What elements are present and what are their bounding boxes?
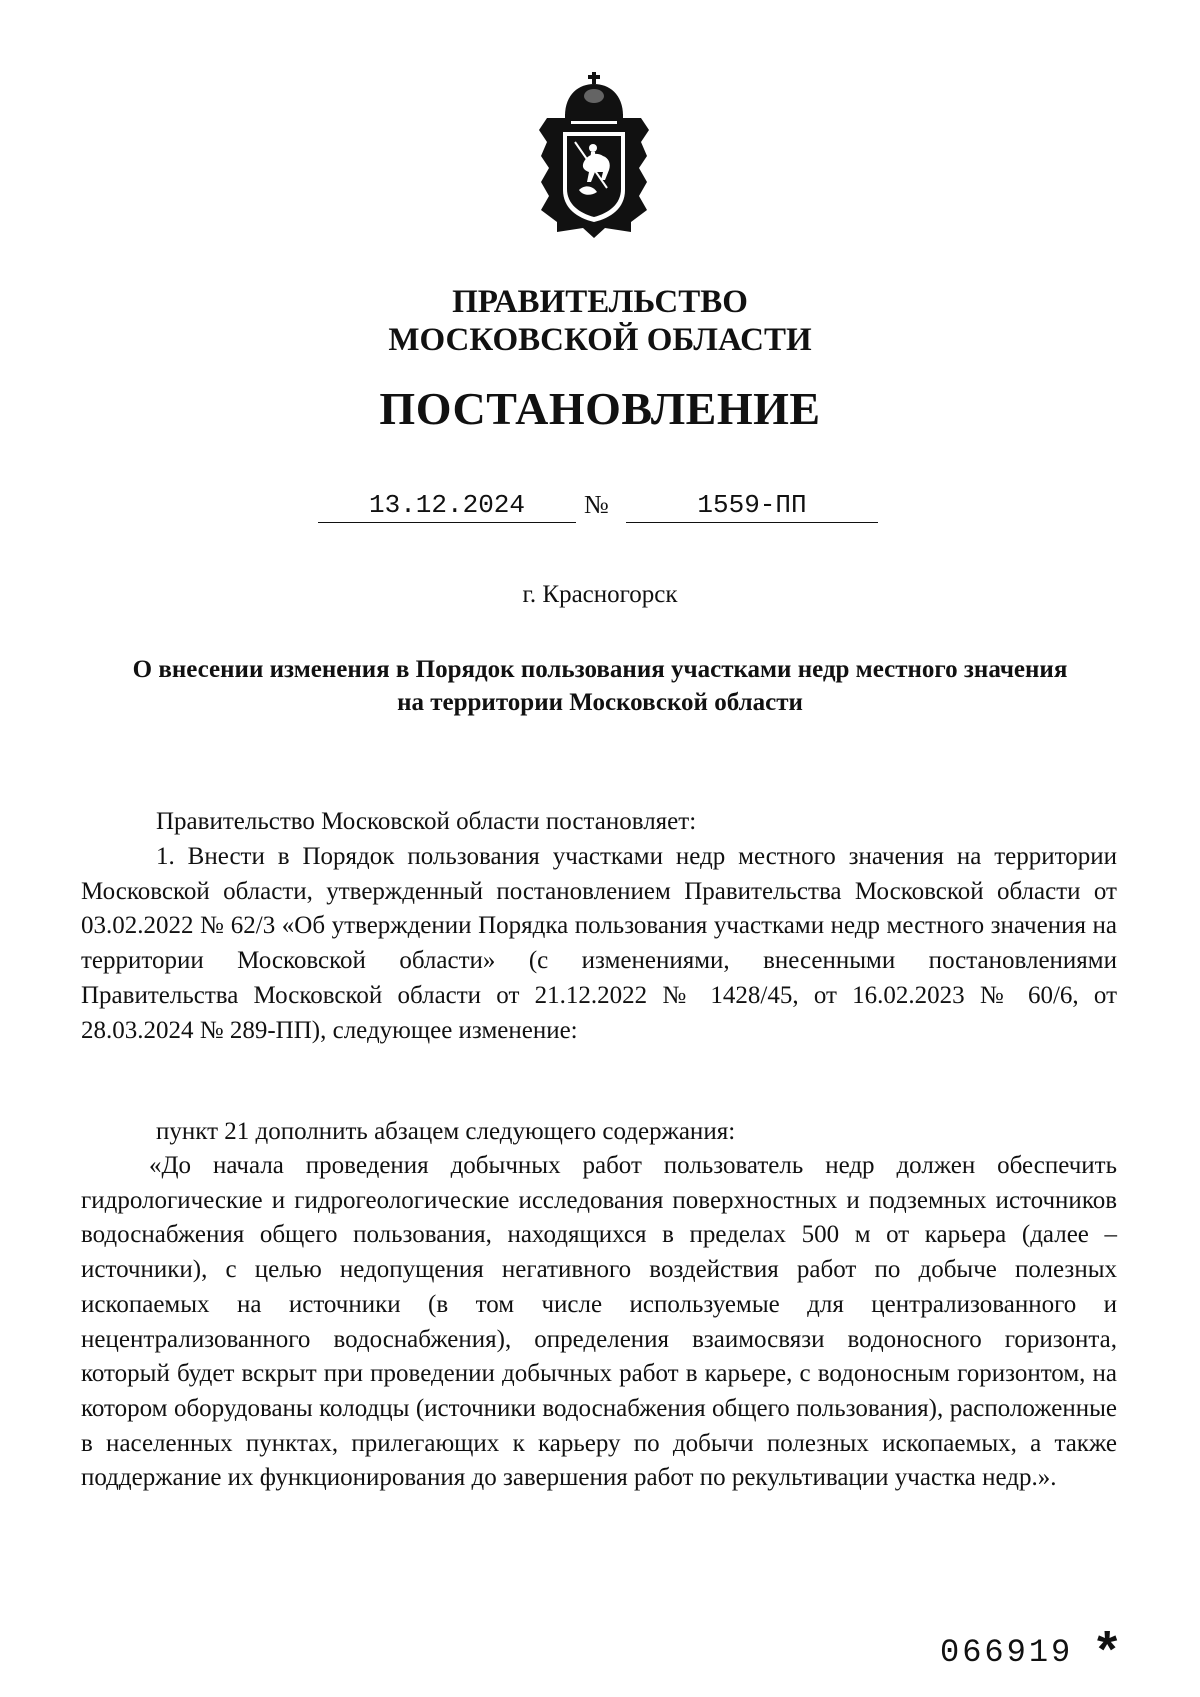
number-sign: №: [584, 490, 609, 519]
clause-1-subitem: пункт 21 дополнить абзацем следующего содержания:: [156, 1118, 736, 1145]
document-type: ПОСТАНОВЛЕНИЕ: [379, 383, 821, 434]
coat-of-arms-icon: [535, 72, 653, 238]
org-name-line1: ПРАВИТЕЛЬСТВО: [452, 284, 748, 320]
document-title: О внесении изменения в Порядок пользования участками недр местного значения на территории Московской области: [132, 656, 1068, 716]
star-mark: *: [1097, 1621, 1118, 1679]
issue-city: г. Красногорск: [522, 581, 678, 608]
serial-stamp: 066919: [940, 1634, 1074, 1671]
clause-1: 1. Внести в Порядок пользования участками недр местного значения на территории Московской области, утвержденный постановлением Правительства Московской области от 03.02.2022 № 62/3 «Об утверждении Порядка пользования участками недр местного значения на территории Московской области» (с изменениями, внесенными постановлениями Правительства Московской области от 21.12.2022 № 1428/45, от 16.02.2023 № 60/6, от 28.03.2024 № 289-ПП), следующее изменение:: [81, 843, 1117, 1044]
document-date: 13.12.2024: [318, 488, 576, 523]
quoted-amendment: «До начала проведения добычных работ пользователь недр должен обеспечить гидрологические и гидрогеологические исследования поверхностных и подземных источников водоснабжения общего пользования, находящихся в пределах 500 м от карьера (далее – источники), с целью недопущения негативного воздействия работ по добыче полезных ископаемых на источники (в том числе используемые для централизованного и нецентрализованного водоснабжения), определения взаимосвязи водоносного горизонта, который будет вскрыт при проведении добычных работ в карьере, с водоносным горизонтом, на котором оборудованы колодцы (источники водоснабжения общего пользования), расположенные в населенных пунктах, прилегающих к карьеру по добычи полезных ископаемых, а также поддержание их функционирования до завершения работ по рекультивации участка недр.».: [81, 1152, 1117, 1492]
preamble: Правительство Московской области постановляет:: [156, 808, 697, 835]
org-name-line2: МОСКОВСКОЙ ОБЛАСТИ: [388, 322, 812, 358]
document-number: 1559-ПП: [626, 488, 878, 523]
